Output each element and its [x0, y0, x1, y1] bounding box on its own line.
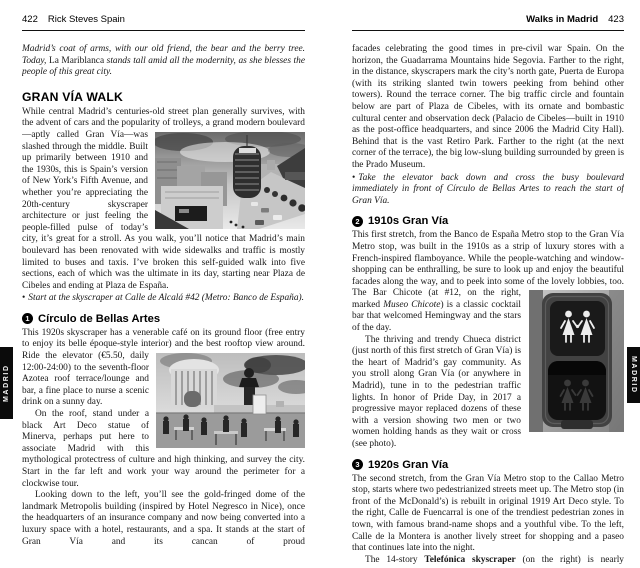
- stop-number-badge: 3: [352, 459, 363, 470]
- subsection-title: Círculo de Bellas Artes: [38, 312, 161, 325]
- walking-direction: [352, 173, 624, 208]
- running-header-right: [352, 14, 624, 31]
- subsection-heading-circulo: [22, 313, 305, 325]
- paragraph-text: (on the right) is nearly: [515, 554, 624, 564]
- paragraph-text-italic: Museo Chicote: [383, 299, 441, 310]
- paragraph-text: view around. Ride the elevator (€5.50, daily 12:00-24:00) to the seventh-floor Azotea roof terrace/lounge and bar, a fine place to nurse a scenic drink on a sunny day.: [22, 339, 305, 408]
- paragraph-chueca: The thriving and trendy Chueca district (just north of this first stretch of Gran Vía) is the heart of Madrid’s gay community. As you stroll along Gran Vía (or anywhere in Madrid), tune in to the pedestrian traffic lights. In honor of Pride Day, in 2017 a progressive mayor replaced dozens of these with a version showing two men or two women holding hands as they wait or cross (see photo).: [352, 334, 521, 449]
- paragraph-text: This first stretch, from the Banco de España Metro stop to the Gran Vía Metro stop, was built in the 1910s as a strip of luxury stores with a French-inspired flamboyance. While the people-watching and window-shopping can be enthralling, be sure to look up and enjoy the beautiful facades along the way, and to peek into some of the lovely lobbies, too. The Bar Chicote (at #12, on the: [352, 230, 624, 299]
- running-title-left: Rick Steves Spain: [47, 14, 125, 25]
- madrid-chapter-tab-right: MADRID: [627, 347, 640, 403]
- page-422: [22, 14, 305, 564]
- bullet-icon: •: [22, 293, 26, 304]
- running-header-left: [22, 14, 305, 31]
- intro-text: stands tall amid all the modernity, as she blesses the people of this great city.: [22, 55, 305, 78]
- paragraph-text-bold: Telefónica skyscraper: [424, 554, 516, 564]
- madrid-chapter-tab-left: MADRID: [0, 347, 13, 419]
- bullet-icon: •: [352, 172, 356, 183]
- paragraph-1920s: The second stretch, from the Gran Vía Metro stop to the Callao Metro stop, starts where two pedestrianized streets meet up. The Metro stop (in front of the McDonald’s) is rebuilt in original 1919 Art Deco style. To the right, Calle de Fuencarral is one of the trendiest pedestrian zones in town, with famous brand-name shops and a youthful vibe. To the left, Calle de la Montera is another lively street for shopping and a paseo that continues late into the night.: [352, 473, 624, 554]
- page-423: [352, 14, 624, 564]
- stop-number-badge: 2: [352, 216, 363, 227]
- direction-text: Start at the skyscraper at Calle de Alcalá #42 (Metro: Banco de España).: [28, 293, 305, 304]
- subsection-title: 1920s Gran Vía: [368, 458, 449, 471]
- walking-direction: [22, 293, 305, 305]
- subsection-heading-1910s: [352, 215, 624, 227]
- stop-number-badge: 1: [22, 313, 33, 324]
- direction-text: Take the elevator back down and cross the busy boulevard immediately in front of Círculo de Bellas Artes to reach the start of Gran Vía.: [352, 172, 624, 206]
- paragraph-text: grand modern boulevard—aptly called Gran Vía—was slashed through the middle. Built up primarily between 1910 and the 1930s, this is Spain’s version of New York’s Fifth Avenue, and whether you’re appreciating the 20th-century skyscraper architecture or just feeling the people-filled pulse of today’s city, it’s great for a stroll. As you walk, you’ll notice that Madrid’s main boulevard has been renovated with wide sidewalks and traffic is mostly limited to buses and taxis. I’ve broken this self-guided walk into five sections, each of which was the ultimate in its day, starting near Plaza de Cibeles and ending at Plaza de España.: [22, 118, 305, 291]
- pride-traffic-light-photo: [529, 290, 624, 432]
- paragraph-minerva: On the roof, stand under a black Art Deco statue of Minerva, perhaps put here to associate Madrid with this mythological protectress of culture and high thinking, and survey the city. Start in the far left and work your way around the perimeter for a clockwise tour.: [22, 409, 305, 489]
- paragraph-telefonica: [352, 555, 624, 564]
- walk-section-heading: GRAN VÍA WALK: [22, 89, 123, 104]
- paragraph-text: While central Madrid’s centuries-old street plan generally survives, with the advent of cars and the popularity of trolleys, a: [22, 106, 305, 129]
- intro-text: Madrid’s coat of arms, with our old friend, the bear and the berry tree. Today,: [22, 44, 305, 66]
- gran-via-aerial-illustration: [155, 132, 305, 229]
- paragraph-text: This 1920s skyscraper has a venerable café on its ground floor (free entry to enjoy its belle époque-style interior) and the best rooftop: [22, 327, 305, 350]
- paragraph-gran-via-intro: [22, 107, 305, 293]
- page-number-left: 422: [22, 14, 38, 25]
- gran-via-aerial-photo: [155, 132, 305, 229]
- paragraph-1910s: [352, 230, 624, 334]
- paragraph-text: right, marked: [352, 288, 521, 310]
- intro-italic-paragraph: [22, 44, 305, 79]
- paragraph-terrace-view: facades celebrating the good times in pre-civil war Spain. On the horizon, the Guadarrama Mountains hide Segovia. Farther to the right, in the distance, skyscrapers mark the city’s north gate, Puerta de Europa (with its striking slanted twin towers peeking from behind other towers). Round the terrace corner. The big traffic circle and fountain below are part of Plaza de Cibeles, with its ornate and bombastic cultural center and observation deck (Palacio de Cibeles—built in 1910 as the post-office headquarters, and since 2006 the Madrid City Hall). Behind that is the vast Retiro Park. Farther to the right (at the next corner of the terrace), the big low-slung building surrounded by green is the Prado Museum.: [352, 44, 624, 170]
- running-title-right: Walks in Madrid: [526, 14, 599, 25]
- pride-traffic-light-illustration: [529, 290, 624, 432]
- azotea-terrace-photo: [156, 353, 305, 448]
- subsection-title: 1910s Gran Vía: [368, 215, 449, 228]
- paragraph-text: ) is a classic cocktail bar that welcomed Hemingway and the stars of the day.: [352, 299, 521, 334]
- paragraph-text: The 14-story: [365, 554, 425, 564]
- subsection-heading-1920s: [352, 459, 624, 471]
- azotea-terrace-illustration: [156, 353, 305, 448]
- intro-proper-name: La Mariblanca: [48, 55, 105, 66]
- paragraph-metropolis: Looking down to the left, you’ll see the gold-fringed dome of the landmark Metropolis building (inspired by Hotel Negresco in Nice), once the headquarters of an insurance company and now being converted into a luxury space with a hotel, restaurants, and a spa. It stands at the start of Gran Vía and its cancan of proud: [22, 490, 305, 547]
- paragraph-circulo: [22, 328, 305, 409]
- page-number-right: 423: [608, 14, 624, 25]
